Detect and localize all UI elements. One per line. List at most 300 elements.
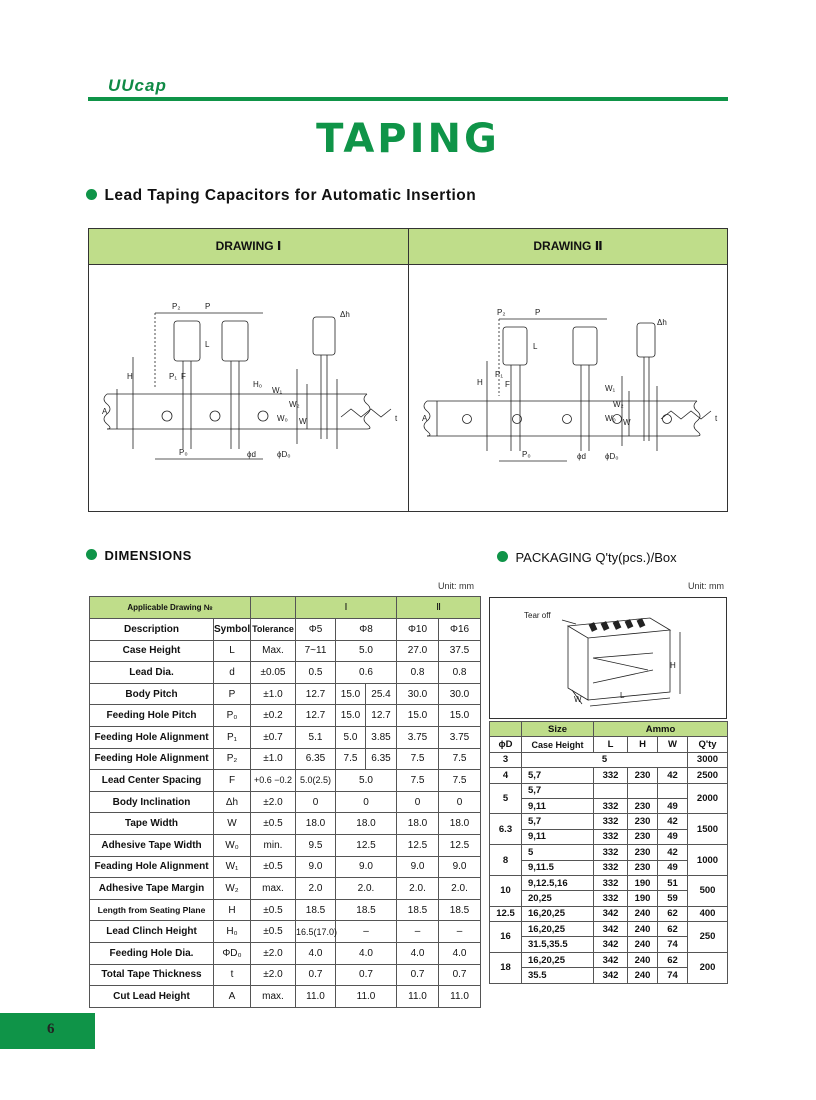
label-p0-ii: P₀	[522, 450, 531, 459]
table-cell: Case Height	[90, 640, 214, 662]
table-cell: 230	[628, 845, 658, 860]
table-cell: Body Pitch	[90, 683, 214, 705]
packaging-unit: Unit: mm	[688, 581, 724, 591]
table-cell	[628, 783, 658, 798]
bullet-icon	[86, 189, 97, 200]
table-cell: 31.5,35.5	[522, 937, 594, 952]
table-cell: 20,25	[522, 891, 594, 906]
label-w-ii: W	[623, 418, 631, 427]
table-cell: 1000	[688, 845, 728, 876]
dimension-row	[90, 986, 481, 1008]
group-1-header: Ⅰ	[296, 597, 397, 619]
table-cell: 332	[594, 875, 628, 890]
label-p2: P₂	[172, 302, 181, 311]
label-l-ii: L	[533, 342, 538, 351]
table-cell: 9,11.5	[522, 860, 594, 875]
label-l: L	[205, 340, 210, 349]
table-cell	[594, 783, 628, 798]
table-cell: ±0.5	[251, 921, 296, 943]
table-cell: Feeding Hole Alignment	[90, 726, 214, 748]
dimensions-table	[89, 596, 481, 1008]
table-cell: 2000	[688, 783, 728, 814]
table-cell: 5	[522, 845, 594, 860]
table-cell: 27.0	[397, 640, 439, 662]
drawing-panel	[88, 228, 728, 512]
table-cell: Max.	[251, 640, 296, 662]
table-cell: 11.0	[439, 986, 481, 1008]
table-cell: P₂	[214, 748, 251, 770]
label-dh: Δh	[340, 310, 350, 319]
table-cell: 3.85	[366, 726, 397, 748]
table-cell: 11.0	[296, 986, 336, 1008]
table-cell: 240	[628, 922, 658, 937]
table-cell: Δh	[214, 791, 251, 813]
packaging-row	[490, 922, 728, 937]
table-cell: 230	[628, 768, 658, 783]
table-cell: 7.5	[439, 748, 481, 770]
packaging-row	[490, 768, 728, 783]
table-cell: 12.5	[397, 834, 439, 856]
table-cell: 5,7	[522, 768, 594, 783]
table-cell: 230	[628, 798, 658, 813]
table-cell: t	[214, 964, 251, 986]
table-cell: 18.0	[296, 813, 336, 835]
table-cell: 12.5	[336, 834, 397, 856]
table-cell: 42	[658, 845, 688, 860]
label-f-ii: F	[505, 380, 510, 389]
table-cell: 2.0.	[397, 878, 439, 900]
table-cell: 9.0	[397, 856, 439, 878]
table-cell: 16,20,25	[522, 952, 594, 967]
label-w0-ii: W₀	[605, 414, 616, 423]
packaging-table	[489, 721, 728, 984]
col-h: H	[628, 737, 658, 752]
table-cell: Feeding Hole Alignment	[90, 748, 214, 770]
table-cell: 30.0	[439, 683, 481, 705]
table-cell: 3.75	[439, 726, 481, 748]
box-tear-off-label: Tear off	[524, 611, 551, 620]
table-cell: A	[214, 986, 251, 1008]
col-w: W	[658, 737, 688, 752]
box-h-label: H	[670, 661, 676, 670]
table-cell: 9.0	[439, 856, 481, 878]
table-cell: 9,11	[522, 798, 594, 813]
section-lead-text: Lead Taping Capacitors for Automatic Insertion	[104, 187, 477, 204]
label-d-ii: ϕd	[577, 452, 586, 461]
col-phi5: Φ5	[296, 619, 336, 641]
table-cell: 4.0	[397, 942, 439, 964]
table-cell: 74	[658, 968, 688, 983]
table-cell: min.	[251, 834, 296, 856]
ammo-box-figure	[489, 597, 727, 719]
table-cell: L	[214, 640, 251, 662]
table-cell: 15.0	[336, 705, 366, 727]
drawing-1-title: DRAWING Ⅰ	[89, 229, 409, 265]
table-cell: 11.0	[336, 986, 397, 1008]
table-cell: Lead Dia.	[90, 662, 214, 684]
table-cell: 5.0	[336, 726, 366, 748]
label-w1-ii: W₁	[605, 384, 616, 393]
packaging-row	[490, 814, 728, 829]
table-cell: 342	[594, 906, 628, 921]
table-cell: ±0.5	[251, 813, 296, 835]
table-cell: 10	[490, 875, 522, 906]
table-cell: 2.0.	[439, 878, 481, 900]
table-cell: 12.7	[296, 683, 336, 705]
dimension-row	[90, 748, 481, 770]
table-cell: 9,12.5,16	[522, 875, 594, 890]
col-l: L	[594, 737, 628, 752]
table-cell: 0.8	[397, 662, 439, 684]
table-cell: 240	[628, 968, 658, 983]
dimension-row	[90, 683, 481, 705]
drawing-divider	[408, 229, 409, 511]
dimensions-body	[90, 640, 481, 1007]
table-cell: 16	[490, 922, 522, 953]
table-cell: ±2.0	[251, 791, 296, 813]
table-cell: 16,20,25	[522, 922, 594, 937]
col-qty: Q'ty	[688, 737, 728, 752]
table-cell: 7.5	[397, 748, 439, 770]
table-cell: 332	[594, 829, 628, 844]
dimension-row	[90, 770, 481, 792]
table-cell: 51	[658, 875, 688, 890]
col-phi10: Φ10	[397, 619, 439, 641]
table-cell: 4.0	[439, 942, 481, 964]
packaging-row	[490, 783, 728, 798]
table-cell: 62	[658, 906, 688, 921]
table-cell: 332	[594, 768, 628, 783]
table-cell: 200	[688, 952, 728, 983]
table-cell: 0.6	[336, 662, 397, 684]
label-p2-ii: P₂	[497, 308, 506, 317]
table-cell: 230	[628, 860, 658, 875]
label-d0-ii: ϕD₀	[605, 452, 619, 461]
table-cell: 240	[628, 952, 658, 967]
bullet-icon	[497, 551, 508, 562]
table-cell: Total Tape Thickness	[90, 964, 214, 986]
table-cell: 18.0	[397, 813, 439, 835]
packaging-subheader-row	[490, 737, 728, 752]
table-cell: ±0.05	[251, 662, 296, 684]
packaging-row	[490, 952, 728, 967]
label-f: F	[181, 372, 186, 381]
table-cell: 49	[658, 798, 688, 813]
table-cell: 240	[628, 906, 658, 921]
table-cell: 62	[658, 952, 688, 967]
table-cell: P₀	[214, 705, 251, 727]
table-cell: –	[336, 921, 397, 943]
table-cell: W₀	[214, 834, 251, 856]
dimension-row	[90, 878, 481, 900]
size-header: Size	[522, 722, 594, 737]
table-cell: 6.35	[366, 748, 397, 770]
label-h-ii: H	[477, 378, 483, 387]
dimensions-unit: Unit: mm	[438, 581, 474, 591]
table-cell: 9.0	[296, 856, 336, 878]
table-cell: 342	[594, 922, 628, 937]
label-t-ii: t	[715, 414, 718, 423]
table-cell: 230	[628, 814, 658, 829]
table-cell: ±0.5	[251, 899, 296, 921]
table-cell: 7~11	[296, 640, 336, 662]
table-cell: 332	[594, 798, 628, 813]
table-cell: 18.0	[336, 813, 397, 835]
table-cell	[658, 783, 688, 798]
packaging-row	[490, 752, 728, 767]
dimensions-subheader-row	[90, 619, 481, 641]
table-cell: F	[214, 770, 251, 792]
table-cell: 0	[439, 791, 481, 813]
table-cell: 0.7	[296, 964, 336, 986]
table-cell: 12.7	[296, 705, 336, 727]
table-cell: ±2.0	[251, 942, 296, 964]
table-cell: 5.0	[336, 640, 397, 662]
label-p0: P₀	[179, 448, 188, 457]
page-number-tab	[0, 1013, 95, 1049]
table-cell: 332	[594, 860, 628, 875]
label-dh-ii: Δh	[657, 318, 667, 327]
box-w-label: W	[574, 695, 582, 704]
drawing-1-figure	[97, 289, 403, 469]
dimension-row	[90, 791, 481, 813]
page-number: 6	[47, 1021, 55, 1037]
group-2-header: Ⅱ	[397, 597, 481, 619]
table-cell: +0.6 −0.2	[251, 770, 296, 792]
table-cell: ±0.7	[251, 726, 296, 748]
table-cell: 6.3	[490, 814, 522, 845]
table-cell: 42	[658, 768, 688, 783]
table-cell: Lead Clinch Height	[90, 921, 214, 943]
table-cell: 2.0	[296, 878, 336, 900]
table-cell: ±1.0	[251, 683, 296, 705]
drawing-2-figure	[417, 301, 723, 471]
table-cell: 0	[336, 791, 397, 813]
table-cell: W₂	[214, 878, 251, 900]
table-cell: 12.5	[439, 834, 481, 856]
dimension-row	[90, 726, 481, 748]
table-cell: Feading Hole Alignment	[90, 856, 214, 878]
dimensions-heading	[86, 547, 192, 565]
table-cell: W	[214, 813, 251, 835]
header-rule	[88, 97, 728, 101]
table-cell: 74	[658, 937, 688, 952]
label-t: t	[395, 414, 398, 423]
table-cell: 2.0.	[336, 878, 397, 900]
label-w1: W₁	[272, 386, 283, 395]
dimension-row	[90, 899, 481, 921]
table-cell: 16.5(17.0)	[296, 921, 336, 943]
table-cell: ±2.0	[251, 964, 296, 986]
table-cell: 240	[628, 937, 658, 952]
col-case-height: Case Height	[522, 737, 594, 752]
box-l-label: L	[620, 691, 625, 700]
brand-logo: UUcap	[108, 76, 167, 95]
drawing-2-title: DRAWING Ⅱ	[409, 229, 727, 265]
dimension-row	[90, 834, 481, 856]
table-cell: 4	[490, 768, 522, 783]
table-cell: max.	[251, 986, 296, 1008]
table-cell: 5.1	[296, 726, 336, 748]
table-cell: 342	[594, 937, 628, 952]
table-cell: Cut Lead Height	[90, 986, 214, 1008]
table-cell: –	[397, 921, 439, 943]
table-cell: 0.8	[439, 662, 481, 684]
table-cell: max.	[251, 878, 296, 900]
table-cell: 332	[594, 845, 628, 860]
dimension-row	[90, 942, 481, 964]
col-symbol: Symbol	[214, 619, 251, 641]
table-cell: 18.5	[439, 899, 481, 921]
table-cell: 42	[658, 814, 688, 829]
label-w0: W₀	[277, 414, 288, 423]
table-cell: 190	[628, 875, 658, 890]
packaging-row	[490, 906, 728, 921]
col-description: Description	[90, 619, 214, 641]
table-cell: 0.5	[296, 662, 336, 684]
table-cell: 400	[688, 906, 728, 921]
table-cell: 230	[628, 829, 658, 844]
table-cell: –	[439, 921, 481, 943]
dimension-row	[90, 813, 481, 835]
table-cell: ΦD₀	[214, 942, 251, 964]
packaging-header-row	[490, 722, 728, 737]
table-cell: 3.75	[397, 726, 439, 748]
table-cell: P	[214, 683, 251, 705]
table-cell: d	[214, 662, 251, 684]
label-p: P	[205, 302, 211, 311]
dimension-row	[90, 640, 481, 662]
label-a-ii: A	[422, 414, 428, 423]
table-cell: 4.0	[336, 942, 397, 964]
label-d: ϕd	[247, 450, 256, 459]
table-cell: 25.4	[366, 683, 397, 705]
table-cell: 2500	[688, 768, 728, 783]
packaging-heading-text: PACKAGING Q'ty(pcs.)/Box	[515, 550, 677, 565]
table-cell: 30.0	[397, 683, 439, 705]
table-cell: ±0.5	[251, 856, 296, 878]
table-cell: 250	[688, 922, 728, 953]
table-cell: 5.0(2.5)	[296, 770, 336, 792]
table-cell: 0.7	[336, 964, 397, 986]
table-cell: 62	[658, 922, 688, 937]
table-cell: 332	[594, 814, 628, 829]
label-h: H	[127, 372, 133, 381]
page-title: TAPING	[316, 116, 500, 162]
dimension-row	[90, 662, 481, 684]
table-cell: Body Inclination	[90, 791, 214, 813]
table-cell: 37.5	[439, 640, 481, 662]
table-cell: 12.5	[490, 906, 522, 921]
table-cell: Length from Seating Plane	[90, 899, 214, 921]
table-cell: H₀	[214, 921, 251, 943]
table-cell: ±1.0	[251, 748, 296, 770]
table-cell: 342	[594, 968, 628, 983]
table-cell: 15.0	[336, 683, 366, 705]
dimension-row	[90, 921, 481, 943]
table-cell: 12.7	[366, 705, 397, 727]
table-cell: 8	[490, 845, 522, 876]
table-cell: 0	[296, 791, 336, 813]
table-cell: 59	[658, 891, 688, 906]
packaging-row	[490, 845, 728, 860]
label-w2-ii: W₂	[613, 400, 624, 409]
table-cell: H	[214, 899, 251, 921]
table-cell: Adhesive Tape Margin	[90, 878, 214, 900]
table-cell: 18.5	[397, 899, 439, 921]
col-phid: ϕD	[490, 737, 522, 752]
table-cell: 9.5	[296, 834, 336, 856]
label-p1: P₁	[169, 372, 178, 381]
table-cell: 3	[490, 752, 522, 767]
table-cell: 0.7	[397, 964, 439, 986]
table-cell: 5.0	[336, 770, 397, 792]
packaging-body	[490, 752, 728, 983]
table-cell: 49	[658, 829, 688, 844]
dimensions-heading-text: DIMENSIONS	[104, 548, 192, 563]
table-cell: Tape Width	[90, 813, 214, 835]
col-phi8: Φ8	[336, 619, 397, 641]
dimension-row	[90, 964, 481, 986]
table-cell: 332	[594, 891, 628, 906]
table-cell: 5	[522, 752, 688, 767]
label-w2: W₂	[289, 400, 300, 409]
table-cell: Adhesive Tape Width	[90, 834, 214, 856]
label-w: W	[299, 417, 307, 426]
table-cell: P₁	[214, 726, 251, 748]
table-cell: 7.5	[336, 748, 366, 770]
dimensions-header-row	[90, 597, 481, 619]
label-d0: ϕD₀	[277, 450, 291, 459]
section-lead-heading	[86, 187, 476, 205]
table-cell: 18	[490, 952, 522, 983]
table-cell: 7.5	[397, 770, 439, 792]
table-cell: 0.7	[439, 964, 481, 986]
ammo-header: Ammo	[594, 722, 728, 737]
table-cell: 18.5	[336, 899, 397, 921]
table-cell: Feeding Hole Dia.	[90, 942, 214, 964]
table-cell: 7.5	[439, 770, 481, 792]
label-a: A	[102, 407, 108, 416]
col-phi16: Φ16	[439, 619, 481, 641]
table-cell: 1500	[688, 814, 728, 845]
table-cell: 11.0	[397, 986, 439, 1008]
table-cell: 18.0	[439, 813, 481, 835]
table-cell: 190	[628, 891, 658, 906]
packaging-row	[490, 875, 728, 890]
bullet-icon	[86, 549, 97, 560]
table-cell: 16,20,25	[522, 906, 594, 921]
table-cell: Lead Center Spacing	[90, 770, 214, 792]
table-cell: 4.0	[296, 942, 336, 964]
packaging-heading	[497, 549, 677, 567]
table-cell: 5,7	[522, 783, 594, 798]
table-cell: 18.5	[296, 899, 336, 921]
applicable-drawing-header: Applicable Drawing №	[90, 597, 251, 619]
table-cell: 49	[658, 860, 688, 875]
table-cell: 9.0	[336, 856, 397, 878]
table-cell: 15.0	[397, 705, 439, 727]
dimension-row	[90, 856, 481, 878]
table-cell: Feeding Hole Pitch	[90, 705, 214, 727]
label-p1-ii: P₁	[495, 370, 504, 379]
dimension-row	[90, 705, 481, 727]
table-cell: 5	[490, 783, 522, 814]
table-cell: W₁	[214, 856, 251, 878]
table-cell: 3000	[688, 752, 728, 767]
col-tolerance: Tolerance	[251, 619, 296, 641]
table-cell: ±0.2	[251, 705, 296, 727]
